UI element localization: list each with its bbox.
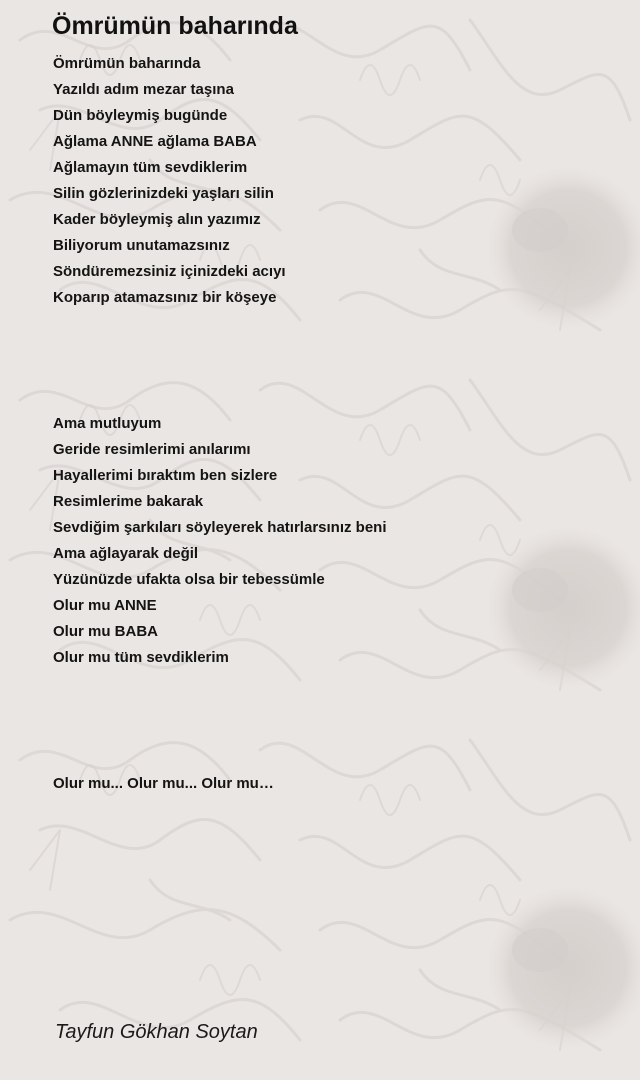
poem-line: Ama mutluyum (53, 415, 162, 432)
poem-line: Ağlama ANNE ağlama BABA (53, 133, 257, 150)
poem-line: Yüzünüzde ufakta olsa bir tebessümle (53, 571, 325, 588)
poem-line: Koparıp atamazsınız bir köşeye (53, 289, 277, 306)
poem-line: Olur mu ANNE (53, 597, 157, 614)
poem-line: Ama ağlayarak değil (53, 545, 199, 562)
poem-line: Kader böyleymiş alın yazımız (53, 211, 261, 228)
poem-line: Söndüremezsiniz içinizdeki acıyı (53, 263, 286, 280)
poem-author: Tayfun Gökhan Soytan (55, 1021, 258, 1043)
poem-title: Ömrümün baharında (52, 12, 298, 40)
poem-line: Biliyorum unutamazsınız (53, 237, 230, 254)
poem-line: Geride resimlerimi anılarımı (53, 441, 251, 458)
poem-line: Olur mu tüm sevdiklerim (53, 649, 229, 666)
stanza-3 (53, 771, 274, 797)
stanza-1 (53, 51, 286, 311)
poem-line: Sevdiğim şarkıları söyleyerek hatırlarsınız beni (53, 519, 387, 536)
poem-line: Ağlamayın tüm sevdiklerim (53, 159, 248, 176)
poem-line: Ömrümün baharında (53, 55, 201, 72)
stanza-2 (53, 411, 387, 671)
poem-line: Resimlerime bakarak (53, 493, 204, 510)
poem-line: Olur mu... Olur mu... Olur mu… (53, 775, 274, 792)
poem-line: Yazıldı adım mezar taşına (53, 81, 234, 98)
poem-line: Silin gözlerinizdeki yaşları silin (53, 185, 274, 202)
poem-line: Hayallerimi bıraktım ben sizlere (53, 467, 278, 484)
poem-line: Olur mu BABA (53, 623, 158, 640)
poem-line: Dün böyleymiş bugünde (53, 107, 228, 124)
